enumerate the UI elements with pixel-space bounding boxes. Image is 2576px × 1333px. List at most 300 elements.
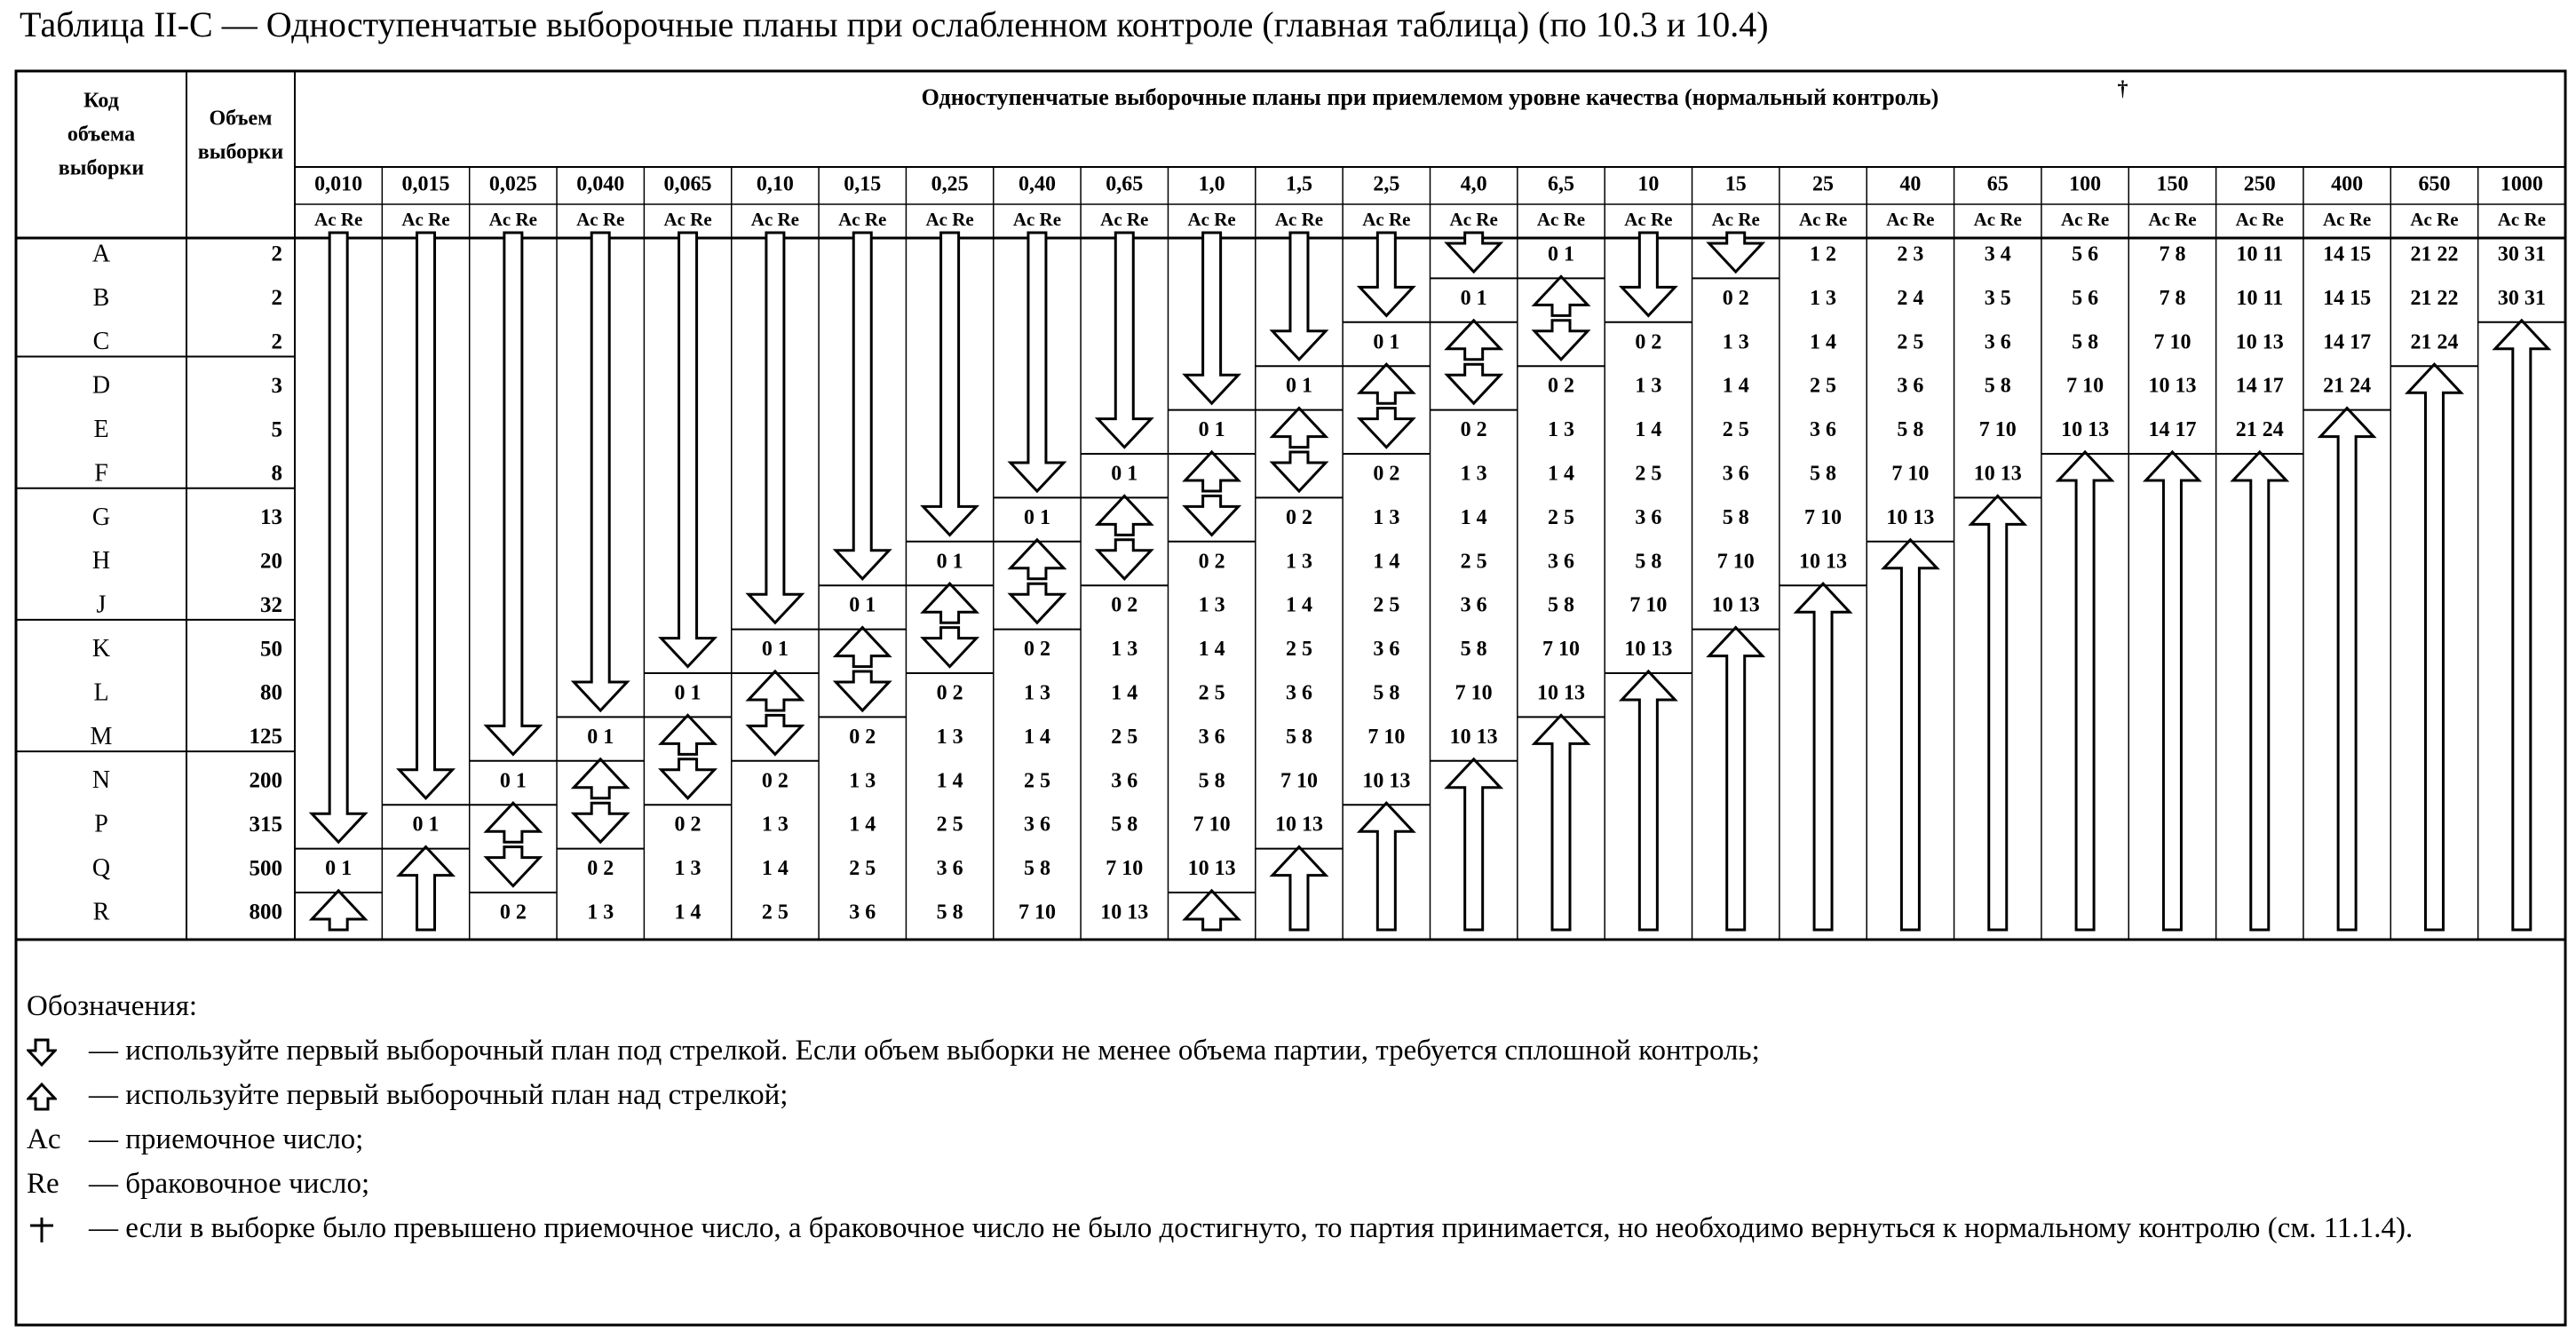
- down-arrow-icon: [1011, 233, 1064, 491]
- acre-value: 5 8: [1111, 813, 1138, 837]
- acre-value: 1 3: [761, 813, 789, 837]
- acre-value: 30 31: [2497, 286, 2546, 310]
- acre-value: 0 2: [674, 813, 701, 837]
- acre-value: 10 13: [1449, 725, 1498, 749]
- up-arrow-icon: [400, 847, 453, 930]
- row-size: 2: [271, 242, 282, 266]
- acre-value: 5 8: [1635, 550, 1662, 574]
- aql-level: 1,0: [1198, 172, 1225, 196]
- acre-value: 3 5: [1984, 286, 2011, 310]
- acre-value: 1 3: [674, 857, 701, 881]
- acre-value: 7 10: [1629, 593, 1668, 617]
- acre-header: Ac Re: [1886, 208, 1935, 230]
- acre-header: Ac Re: [1536, 208, 1586, 230]
- row-size: 80: [260, 680, 282, 705]
- acre-value: 7 10: [1106, 857, 1144, 881]
- acre-header: Ac Re: [1973, 208, 2022, 230]
- up-arrow-icon: [2233, 452, 2287, 930]
- row-size: 50: [260, 637, 282, 662]
- acre-value: 0 1: [499, 769, 527, 793]
- acre-value: 0 2: [587, 857, 614, 881]
- acre-value: 1 3: [849, 769, 876, 793]
- acre-value: 2 5: [1285, 638, 1312, 662]
- acre-value: 5 8: [1460, 638, 1487, 662]
- acre-value: 10 13: [1537, 681, 1586, 705]
- up-arrow-icon: [1709, 628, 1763, 930]
- acre-value: 5 8: [1548, 593, 1575, 617]
- row-size: 125: [249, 725, 282, 750]
- down-arrow-icon: [923, 628, 977, 667]
- aql-level: 150: [2156, 172, 2189, 196]
- acre-value: 2 5: [761, 901, 789, 924]
- acre-value: 1 4: [1548, 462, 1575, 486]
- acre-value: 0 1: [412, 813, 440, 837]
- acre-value: 2 5: [936, 813, 963, 837]
- row-code: D: [91, 371, 111, 400]
- acre-value: 2 5: [849, 857, 876, 881]
- acre-value: 5 8: [1023, 857, 1050, 881]
- acre-header: Ac Re: [2235, 208, 2284, 230]
- up-arrow-icon: [27, 1073, 89, 1117]
- aql-level: 0,010: [314, 172, 363, 196]
- up-arrow-icon: [1185, 452, 1239, 491]
- acre-value: 10 13: [1973, 462, 2022, 486]
- acre-value: 3 6: [1810, 418, 1837, 442]
- legend-ac-symbol: Ac: [27, 1123, 61, 1155]
- acre-value: 0 1: [1548, 242, 1575, 266]
- row-size: 2: [271, 286, 282, 311]
- main-header-dagger: †: [2117, 77, 2128, 101]
- acre-value: 3 6: [1373, 638, 1400, 662]
- acre-header: Ac Re: [750, 208, 800, 230]
- aql-level: 0,040: [576, 172, 625, 196]
- acre-header: Ac Re: [2060, 208, 2110, 230]
- up-arrow-icon: [662, 715, 715, 754]
- acre-value: 5 6: [2072, 286, 2099, 310]
- acre-value: 3 6: [1548, 550, 1575, 574]
- aql-level: 25: [1812, 172, 1835, 196]
- acre-value: 2 4: [1897, 286, 1924, 310]
- size-header-line: выборки: [197, 140, 284, 164]
- up-arrow-icon: [836, 628, 889, 667]
- acre-header: Ac Re: [1012, 208, 1062, 230]
- down-arrow-icon: [27, 1028, 89, 1073]
- acre-header: Ac Re: [2410, 208, 2459, 230]
- down-arrow-icon: [1272, 233, 1326, 360]
- legend-down-text: — используйте первый выборочный план под стрелкой. Если объем выборки не менее объема партии, требуется сплошной контроль;: [89, 1035, 1760, 1067]
- acre-value: 1 4: [1111, 681, 1138, 705]
- row-size: 20: [260, 549, 282, 574]
- acre-value: 2 5: [1198, 681, 1225, 705]
- acre-value: 1 3: [1198, 593, 1225, 617]
- acre-value: 0 1: [325, 857, 353, 881]
- code-header-line: Код: [83, 89, 119, 113]
- down-arrow-icon: [836, 671, 889, 710]
- aql-level: 4,0: [1460, 172, 1487, 196]
- acre-value: 10 13: [1362, 769, 1411, 793]
- acre-value: 1 3: [1023, 681, 1050, 705]
- acre-value: 0 2: [849, 725, 876, 749]
- acre-value: 0 1: [849, 593, 876, 617]
- aql-level: 40: [1899, 172, 1922, 196]
- acre-value: 3 6: [1897, 374, 1924, 398]
- acre-header: Ac Re: [663, 208, 712, 230]
- dagger-icon: [27, 1206, 89, 1250]
- down-arrow-icon: [487, 847, 540, 886]
- acre-value: 10 13: [1799, 550, 1848, 574]
- row-size: 2: [271, 329, 282, 354]
- acre-value: 1 3: [1111, 638, 1138, 662]
- acre-value: 10 13: [2235, 330, 2284, 354]
- row-code: R: [92, 898, 110, 926]
- row-code: F: [94, 459, 108, 488]
- up-arrow-icon: [2145, 452, 2199, 930]
- acre-value: 1 3: [1810, 286, 1837, 310]
- acre-value: 3 6: [1111, 769, 1138, 793]
- acre-value: 2 5: [1722, 418, 1749, 442]
- acre-value: 5 8: [1810, 462, 1837, 486]
- acre-value: 1 3: [1285, 550, 1312, 574]
- aql-level: 100: [2069, 172, 2102, 196]
- acre-header: Ac Re: [314, 208, 363, 230]
- acre-value: 0 2: [1373, 462, 1400, 486]
- acre-value: 0 2: [1198, 550, 1225, 574]
- aql-level: 650: [2418, 172, 2451, 196]
- aql-level: 15: [1724, 172, 1747, 196]
- acre-value: 2 5: [1373, 593, 1400, 617]
- down-arrow-icon: [1185, 496, 1239, 535]
- acre-value: 1 3: [936, 725, 963, 749]
- acre-value: 1 4: [849, 813, 876, 837]
- row-code: J: [96, 591, 107, 619]
- acre-value: 1 4: [1635, 418, 1662, 442]
- row-code: A: [91, 240, 111, 268]
- up-arrow-icon: [1883, 540, 1937, 930]
- acre-value: 0 1: [1111, 462, 1138, 486]
- row-size: 200: [249, 768, 282, 793]
- aql-level: 2,5: [1373, 172, 1400, 196]
- up-arrow-icon: [1098, 496, 1151, 535]
- down-arrow-icon: [1011, 583, 1064, 623]
- up-arrow-icon: [1185, 891, 1239, 930]
- row-code: P: [94, 810, 108, 838]
- acre-value: 21 22: [2410, 286, 2459, 310]
- up-arrow-icon: [2407, 364, 2461, 930]
- aql-level: 0,40: [1018, 172, 1056, 196]
- acre-value: 0 1: [587, 725, 614, 749]
- acre-value: 2 5: [1810, 374, 1837, 398]
- aql-level: 0,65: [1106, 172, 1144, 196]
- acre-header: Ac Re: [1449, 208, 1498, 230]
- size-header-line: Объем: [209, 107, 273, 131]
- acre-value: 0 2: [936, 681, 963, 705]
- acre-header: Ac Re: [838, 208, 887, 230]
- acre-value: 0 1: [1198, 418, 1225, 442]
- down-arrow-icon: [574, 233, 627, 710]
- aql-level: 1000: [2500, 172, 2543, 196]
- acre-value: 7 10: [1716, 550, 1755, 574]
- acre-value: 3 6: [936, 857, 963, 881]
- acre-header: Ac Re: [1100, 208, 1149, 230]
- up-arrow-icon: [1621, 671, 1675, 930]
- acre-value: 1 4: [1722, 374, 1749, 398]
- down-arrow-icon: [1359, 409, 1413, 448]
- legend-heading: Обозначения:: [27, 990, 198, 1022]
- row-size: 500: [249, 856, 282, 881]
- acre-value: 5 8: [1285, 725, 1312, 749]
- acre-value: 0 2: [499, 901, 527, 924]
- row-code: K: [91, 635, 111, 663]
- acre-value: 2 5: [1635, 462, 1662, 486]
- row-code: M: [90, 722, 113, 750]
- acre-header: Ac Re: [488, 208, 537, 230]
- acre-value: 10 13: [2148, 374, 2197, 398]
- aql-level: 6,5: [1548, 172, 1575, 196]
- acre-value: 2 5: [1897, 330, 1924, 354]
- acre-header: Ac Re: [2148, 208, 2197, 230]
- acre-value: 10 13: [1187, 857, 1236, 881]
- down-arrow-icon: [312, 233, 365, 842]
- row-code: B: [92, 283, 110, 312]
- acre-value: 1 4: [1285, 593, 1312, 617]
- up-arrow-icon: [1971, 496, 2025, 930]
- acre-header: Ac Re: [1624, 208, 1673, 230]
- acre-value: 14 15: [2323, 242, 2372, 266]
- acre-value: 3 6: [1635, 505, 1662, 529]
- acre-header: Ac Re: [2497, 208, 2546, 230]
- up-arrow-icon: [1534, 276, 1588, 315]
- legend-re-symbol: Re: [27, 1168, 59, 1200]
- acre-value: 1 3: [1722, 330, 1749, 354]
- aql-level: 10: [1637, 172, 1660, 196]
- code-header-line: выборки: [58, 156, 145, 180]
- aql-level: 65: [1986, 172, 2009, 196]
- down-arrow-icon: [662, 759, 715, 798]
- acre-value: 0 2: [1111, 593, 1138, 617]
- acre-header: Ac Re: [1711, 208, 1760, 230]
- row-size: 8: [271, 461, 282, 486]
- aql-level: 0,25: [931, 172, 969, 196]
- down-arrow-icon: [1359, 233, 1413, 315]
- acre-value: 0 2: [1548, 374, 1575, 398]
- acre-value: 7 10: [1280, 769, 1318, 793]
- acre-value: 10 11: [2236, 286, 2284, 310]
- acre-value: 3 6: [1722, 462, 1749, 486]
- acre-value: 1 3: [1460, 462, 1487, 486]
- row-size: 800: [249, 900, 282, 924]
- acre-value: 7 10: [1193, 813, 1231, 837]
- aql-level: 0,015: [401, 172, 450, 196]
- legend-up-text: — используйте первый выборочный план над стрелкой;: [89, 1079, 789, 1111]
- acre-value: 0 2: [1460, 418, 1487, 442]
- down-arrow-icon: [574, 803, 627, 842]
- acre-value: 1 4: [1198, 638, 1225, 662]
- aql-level: 0,15: [844, 172, 882, 196]
- up-arrow-icon: [1447, 321, 1501, 360]
- row-code: Q: [91, 854, 111, 883]
- legend-ac-text: — приемочное число;: [89, 1123, 364, 1155]
- acre-value: 3 6: [1460, 593, 1487, 617]
- acre-value: 1 4: [1373, 550, 1400, 574]
- acre-value: 7 8: [2159, 286, 2186, 310]
- page-title: Таблица II-С — Одноступенчатые выборочные планы при ослабленном контроле (главная таблица) (по 10.3 и 10.4): [20, 4, 1769, 44]
- acre-value: 30 31: [2497, 242, 2546, 266]
- down-arrow-icon: [487, 233, 540, 754]
- acre-value: 14 15: [2323, 286, 2372, 310]
- down-arrow-icon: [836, 233, 889, 579]
- acre-value: 1 4: [936, 769, 963, 793]
- acre-value: 0 1: [936, 550, 963, 574]
- down-arrow-icon: [1272, 452, 1326, 491]
- acre-value: 2 3: [1897, 242, 1924, 266]
- legend-re-text: — браковочное число;: [89, 1168, 370, 1200]
- down-arrow-icon: [1534, 321, 1588, 360]
- acre-value: 1 4: [1810, 330, 1837, 354]
- down-arrow-icon: [1098, 540, 1151, 579]
- up-arrow-icon: [749, 671, 802, 710]
- acre-value: 5 6: [2072, 242, 2099, 266]
- acre-value: 7 10: [1891, 462, 1930, 486]
- row-code: E: [93, 416, 109, 444]
- acre-value: 7 10: [1542, 638, 1581, 662]
- row-code: N: [91, 766, 111, 795]
- acre-value: 1 3: [1373, 505, 1400, 529]
- main-header: Одноступенчатые выборочные планы при приемлемом уровне качества (нормальный контроль): [921, 83, 1939, 110]
- acre-value: 5 8: [1897, 418, 1924, 442]
- acre-value: 1 3: [1635, 374, 1662, 398]
- up-arrow-icon: [574, 759, 627, 798]
- acre-value: 7 10: [1804, 505, 1843, 529]
- acre-value: 21 24: [2235, 418, 2284, 442]
- row-size: 315: [249, 812, 282, 837]
- up-arrow-icon: [1359, 364, 1413, 403]
- acre-header: Ac Re: [1362, 208, 1411, 230]
- acre-value: 3 6: [1285, 681, 1312, 705]
- acre-value: 1 4: [674, 901, 701, 924]
- acre-value: 5 8: [1198, 769, 1225, 793]
- acre-value: 7 8: [2159, 242, 2186, 266]
- acre-value: 7 10: [2066, 374, 2104, 398]
- aql-level: 0,025: [488, 172, 537, 196]
- acre-value: 10 13: [2061, 418, 2110, 442]
- acre-value: 0 2: [1722, 286, 1749, 310]
- acre-value: 1 2: [1810, 242, 1837, 266]
- acre-value: 14 17: [2323, 330, 2372, 354]
- code-header-line: объема: [67, 123, 136, 147]
- acre-value: 0 1: [761, 638, 789, 662]
- aql-level: 400: [2331, 172, 2364, 196]
- acre-value: 7 10: [2153, 330, 2192, 354]
- down-arrow-icon: [1098, 233, 1151, 448]
- acre-value: 1 4: [761, 857, 789, 881]
- acre-value: 14 17: [2148, 418, 2197, 442]
- down-arrow-icon: [1447, 364, 1501, 403]
- acre-value: 5 8: [1984, 374, 2011, 398]
- down-arrow-icon: [400, 233, 453, 798]
- acre-value: 0 2: [761, 769, 789, 793]
- acre-value: 1 4: [1460, 505, 1487, 529]
- aql-level: 250: [2243, 172, 2276, 196]
- acre-value: 21 24: [2323, 374, 2372, 398]
- acre-value: 10 13: [1100, 901, 1149, 924]
- acre-value: 0 1: [1023, 505, 1050, 529]
- up-arrow-icon: [1272, 409, 1326, 448]
- acre-value: 2 5: [1023, 769, 1050, 793]
- up-arrow-icon: [1447, 759, 1501, 930]
- acre-value: 1 3: [1548, 418, 1575, 442]
- acre-value: 21 22: [2410, 242, 2459, 266]
- legend: [27, 984, 2548, 1250]
- acre-value: 10 13: [1711, 593, 1760, 617]
- aql-level: 0,10: [756, 172, 794, 196]
- aql-level: 1,5: [1285, 172, 1312, 196]
- acre-value: 0 1: [1285, 374, 1312, 398]
- acre-value: 1 3: [587, 901, 614, 924]
- up-arrow-icon: [2320, 409, 2374, 930]
- acre-value: 10 13: [1624, 638, 1673, 662]
- acre-value: 2 5: [1548, 505, 1575, 529]
- acre-header: Ac Re: [1187, 208, 1236, 230]
- acre-value: 5 8: [2072, 330, 2099, 354]
- row-size: 32: [260, 592, 282, 617]
- up-arrow-icon: [1011, 540, 1064, 579]
- up-arrow-icon: [487, 803, 540, 842]
- up-arrow-icon: [1359, 803, 1413, 930]
- aql-level: 0,065: [663, 172, 712, 196]
- row-code: G: [91, 503, 111, 531]
- acre-header: Ac Re: [1274, 208, 1324, 230]
- row-size: 5: [271, 417, 282, 442]
- acre-value: 7 10: [1367, 725, 1406, 749]
- acre-header: Ac Re: [925, 208, 974, 230]
- acre-value: 10 13: [1886, 505, 1935, 529]
- acre-header: Ac Re: [1798, 208, 1848, 230]
- acre-header: Ac Re: [2323, 208, 2372, 230]
- acre-value: 5 8: [1722, 505, 1749, 529]
- up-arrow-icon: [1796, 583, 1850, 930]
- acre-value: 2 5: [1460, 550, 1487, 574]
- acre-value: 2 5: [1111, 725, 1138, 749]
- up-arrow-icon: [2058, 452, 2112, 930]
- row-code: H: [91, 547, 111, 575]
- acre-value: 1 4: [1023, 725, 1050, 749]
- acre-value: 3 6: [849, 901, 876, 924]
- acre-value: 5 8: [1373, 681, 1400, 705]
- acre-value: 5 8: [936, 901, 963, 924]
- acre-value: 7 10: [1018, 901, 1056, 924]
- acre-value: 0 2: [1285, 505, 1312, 529]
- acre-value: 3 6: [1198, 725, 1225, 749]
- acre-header: Ac Re: [401, 208, 450, 230]
- acre-value: 14 17: [2235, 374, 2284, 398]
- acre-value: 3 4: [1984, 242, 2011, 266]
- acre-value: 0 1: [1460, 286, 1487, 310]
- row-size: 3: [271, 373, 282, 398]
- acre-value: 7 10: [1454, 681, 1493, 705]
- down-arrow-icon: [749, 715, 802, 754]
- acre-value: 21 24: [2410, 330, 2459, 354]
- acre-value: 0 2: [1635, 330, 1662, 354]
- acre-value: 3 6: [1984, 330, 2011, 354]
- row-size: 13: [260, 505, 282, 530]
- acre-value: 0 1: [674, 681, 701, 705]
- row-code: L: [93, 678, 109, 707]
- acre-header: Ac Re: [576, 208, 625, 230]
- legend-dagger-text: — если в выборке было превышено приемочное число, а браковочное число не было достигнуто, то партия принимается, но необходимо вернуться к нормальному контролю (см. 11.1.4).: [89, 1212, 2414, 1244]
- acre-value: 10 11: [2236, 242, 2284, 266]
- acre-value: 7 10: [1978, 418, 2017, 442]
- up-arrow-icon: [312, 891, 365, 930]
